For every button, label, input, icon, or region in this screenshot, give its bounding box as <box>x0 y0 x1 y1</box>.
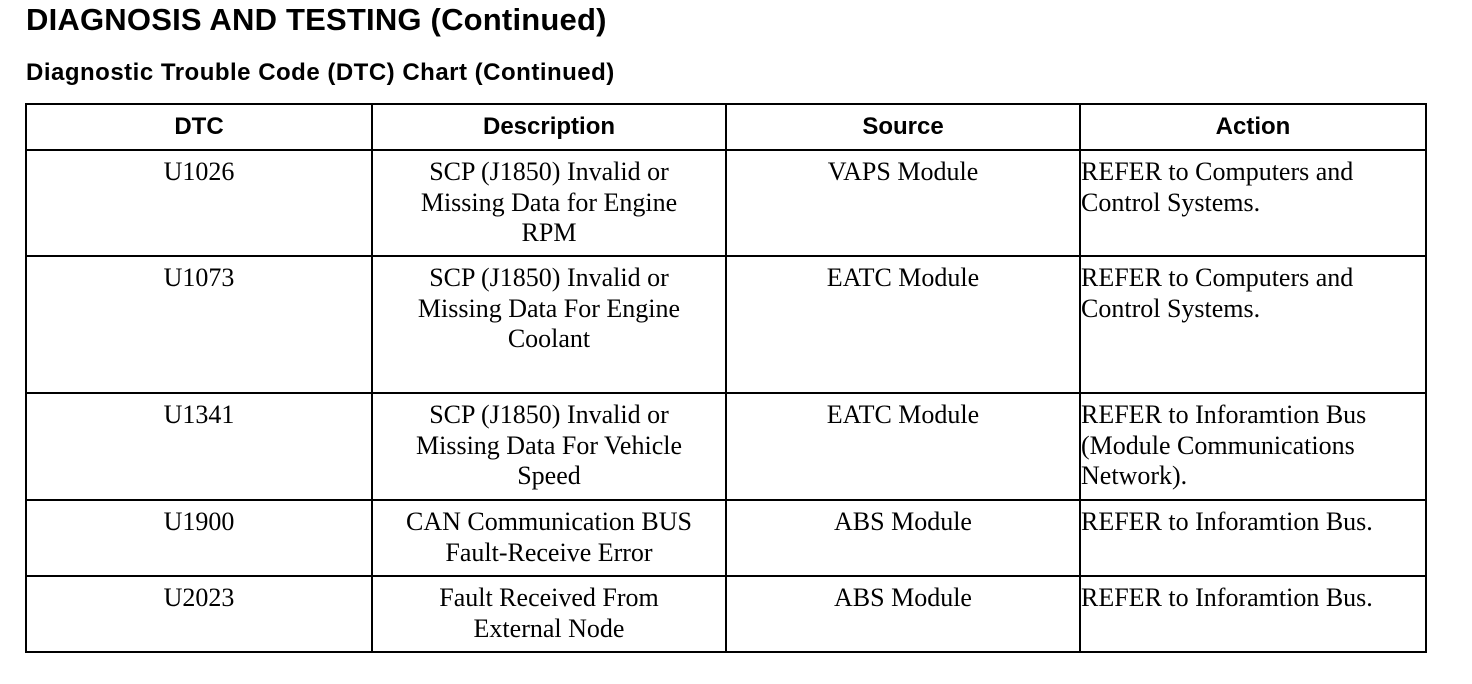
source-cell: EATC Module <box>726 256 1080 393</box>
action-line: REFER to Inforamtion Bus <box>1081 400 1367 429</box>
description-line: Fault Received From <box>439 583 659 612</box>
description-cell <box>372 393 726 500</box>
action-line: Control Systems. <box>1081 187 1261 217</box>
table-header-row <box>26 104 1426 150</box>
source-cell: EATC Module <box>726 393 1080 500</box>
table-row <box>26 500 1426 576</box>
dtc-table <box>25 103 1427 653</box>
table-row <box>26 150 1426 256</box>
description-line: SCP (J1850) Invalid or <box>429 400 669 429</box>
dtc-cell: U1900 <box>26 500 372 576</box>
source-cell: VAPS Module <box>726 150 1080 256</box>
description-line: Missing Data For Engine <box>417 293 681 323</box>
description-line: Speed <box>517 461 581 490</box>
dtc-cell: U1341 <box>26 393 372 500</box>
dtc-cell: U2023 <box>26 576 372 652</box>
description-cell <box>372 256 726 393</box>
action-cell <box>1080 150 1426 256</box>
description-line: RPM <box>521 218 577 247</box>
description-line: Fault-Receive Error <box>445 537 653 567</box>
description-cell <box>372 500 726 576</box>
column-header-description: Description <box>372 104 726 150</box>
description-line: External Node <box>473 613 625 643</box>
action-line: REFER to Inforamtion Bus. <box>1081 583 1373 612</box>
table-row <box>26 256 1426 393</box>
column-header-dtc: DTC <box>26 104 372 150</box>
action-line: Network). <box>1081 461 1188 490</box>
action-line: Control Systems. <box>1081 293 1261 323</box>
source-cell: ABS Module <box>726 500 1080 576</box>
page-title: DIAGNOSIS AND TESTING (Continued) <box>26 2 607 37</box>
action-line: REFER to Inforamtion Bus. <box>1081 507 1373 536</box>
table-row <box>26 576 1426 652</box>
description-cell <box>372 150 726 256</box>
action-cell <box>1080 500 1426 576</box>
source-cell: ABS Module <box>726 576 1080 652</box>
description-line: CAN Communication BUS <box>405 507 692 536</box>
action-line: (Module Communications <box>1081 430 1355 460</box>
table-row <box>26 393 1426 500</box>
description-line: SCP (J1850) Invalid or <box>429 157 669 186</box>
column-header-action: Action <box>1080 104 1426 150</box>
dtc-cell: U1073 <box>26 256 372 393</box>
description-line: Coolant <box>507 324 591 353</box>
description-line: Missing Data For Vehicle <box>416 430 682 460</box>
description-cell <box>372 576 726 652</box>
dtc-cell: U1026 <box>26 150 372 256</box>
column-header-source: Source <box>726 104 1080 150</box>
action-cell <box>1080 393 1426 500</box>
action-line: REFER to Computers and <box>1081 263 1354 292</box>
chart-title: Diagnostic Trouble Code (DTC) Chart (Continued) <box>26 59 615 86</box>
action-line: REFER to Computers and <box>1081 157 1354 186</box>
description-line: Missing Data for Engine <box>420 187 678 217</box>
action-cell <box>1080 576 1426 652</box>
action-cell <box>1080 256 1426 393</box>
description-line: SCP (J1850) Invalid or <box>429 263 669 292</box>
